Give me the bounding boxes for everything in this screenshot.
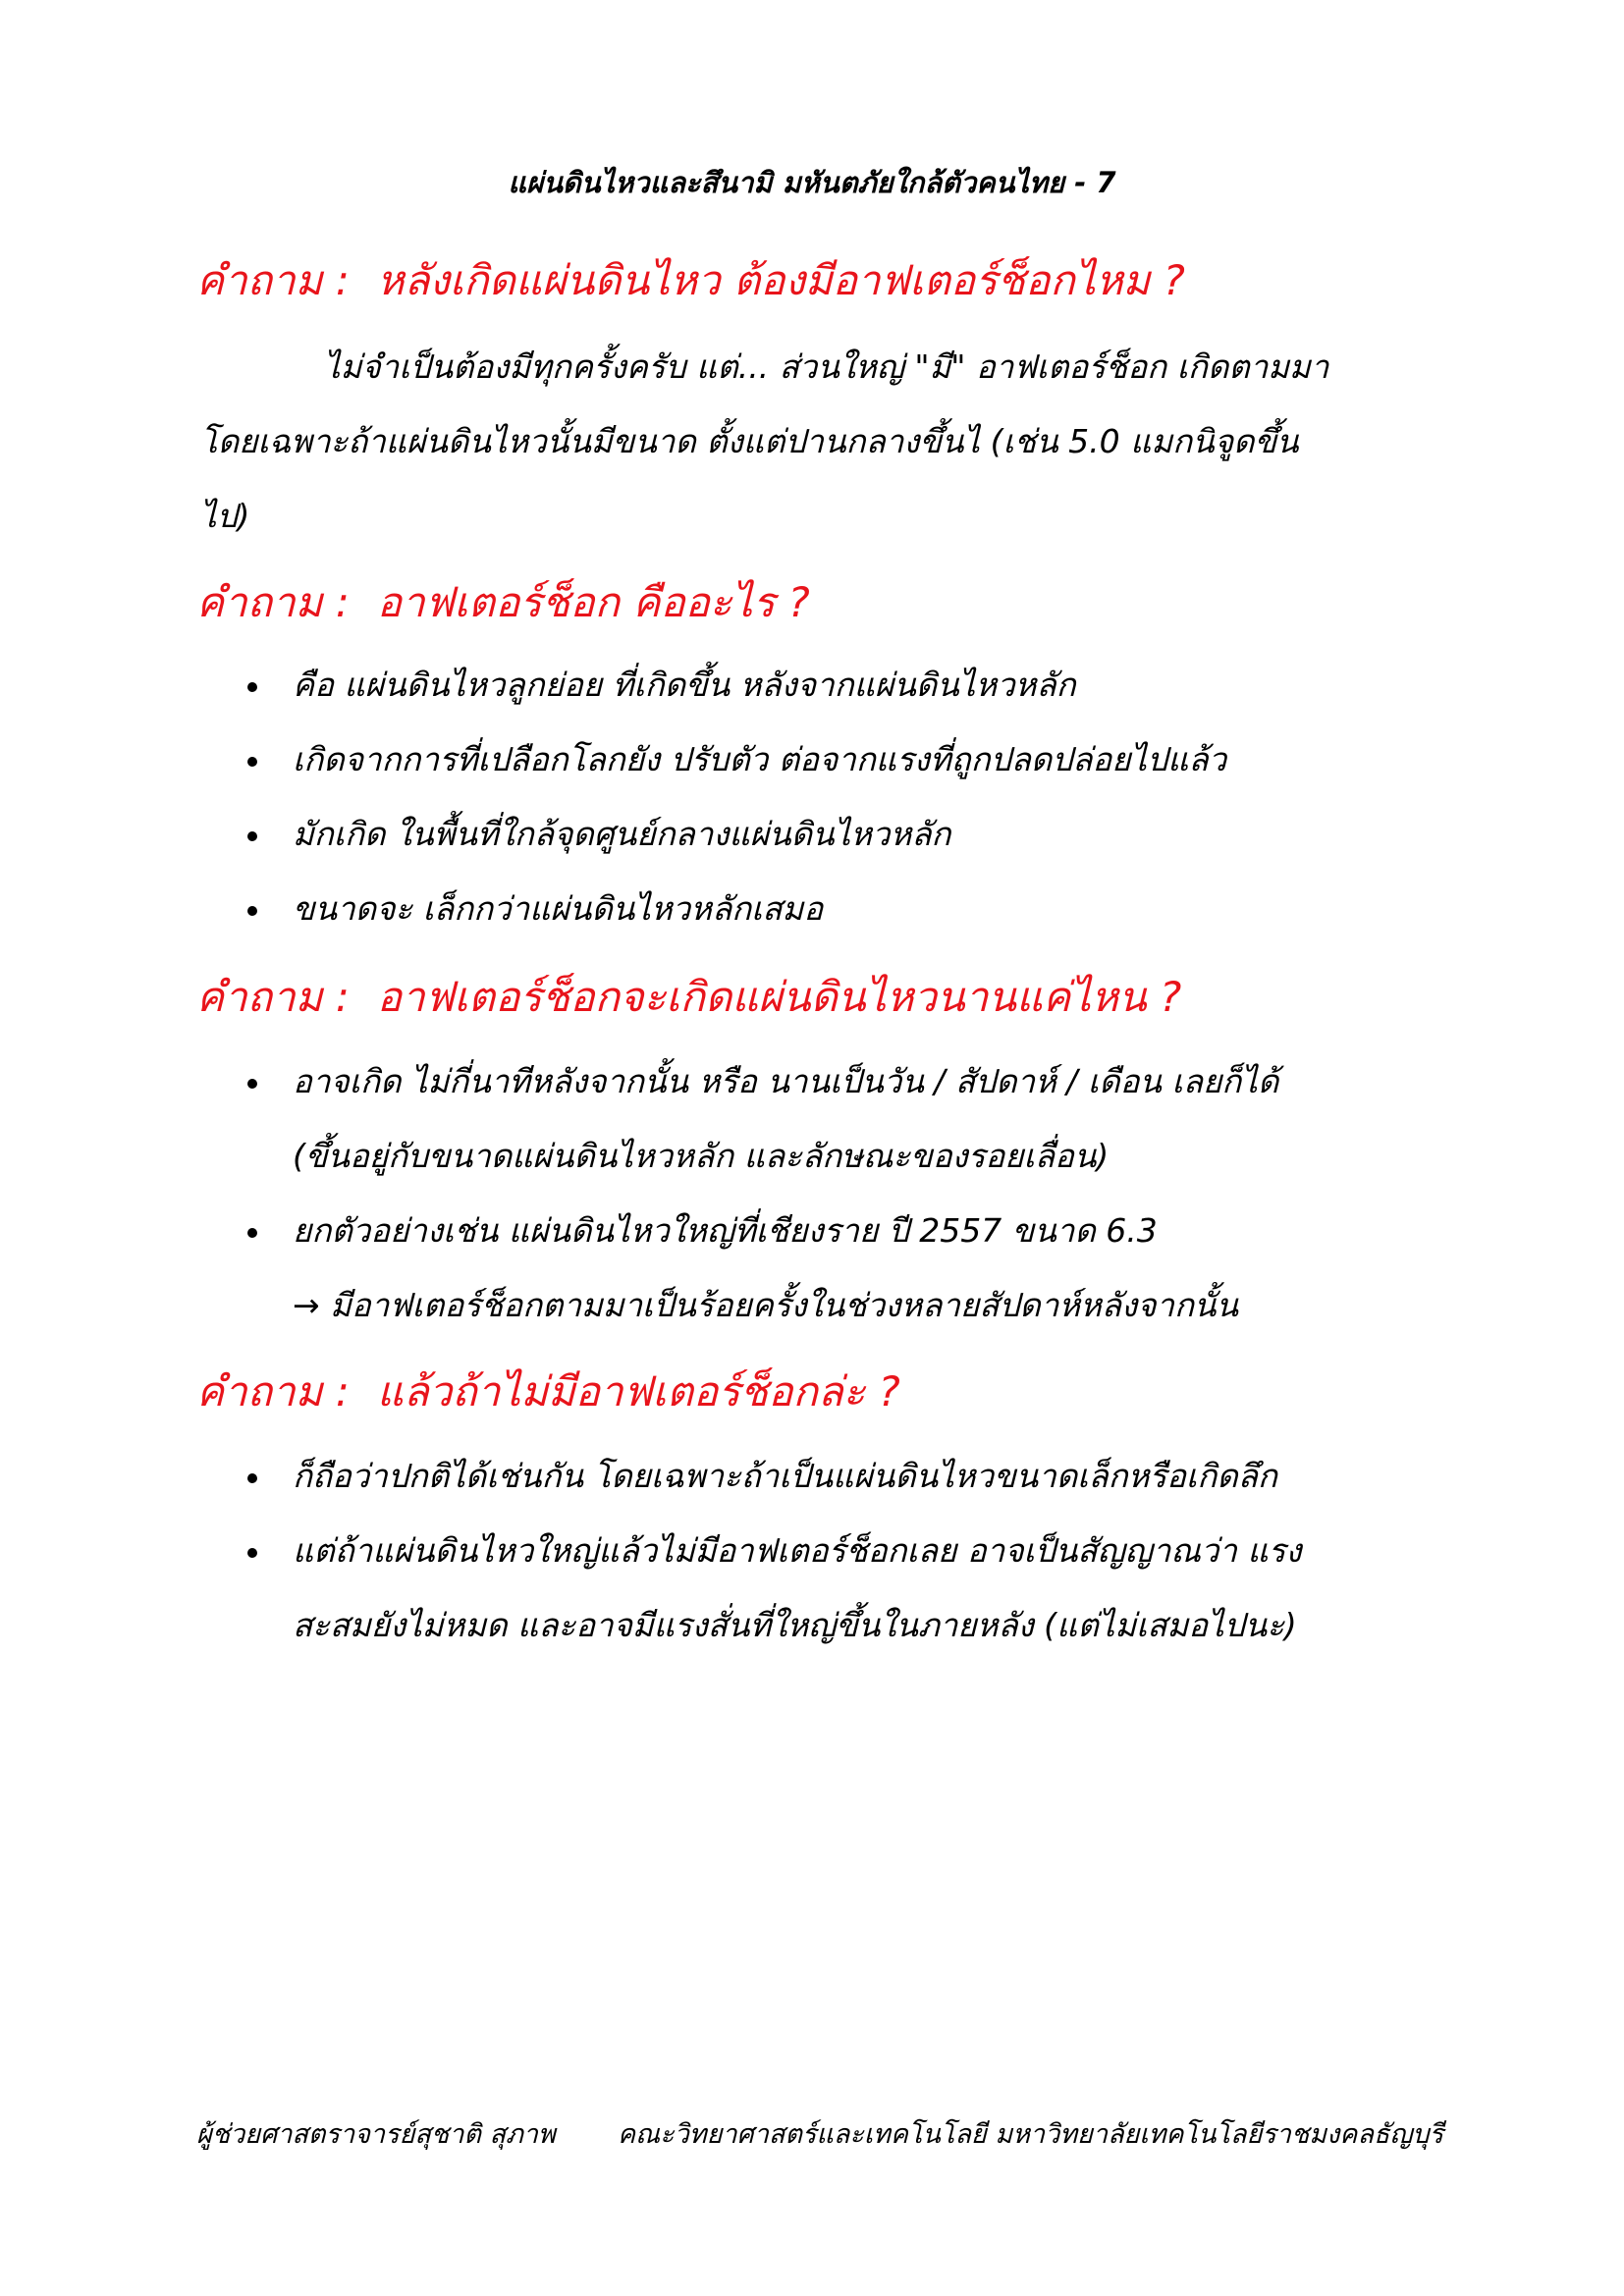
bullet-icon — [247, 1473, 257, 1483]
bullet-icon — [247, 1228, 257, 1238]
question-label: คำถาม : — [196, 973, 350, 1021]
question-text: อาฟเตอร์ช็อกจะเกิดแผ่นดินไหวนานแค่ไหน ? — [376, 973, 1182, 1021]
list-item: แต่ถ้าแผ่นดินไหวใหญ่แล้วไม่มีอาฟเตอร์ช็อกเลย อาจเป็นสัญญาณว่า แรง สะสมยังไม่หมด และอาจมีแรงสั่นที่ใหญ่ขึ้นในภายหลัง (แต่ไม่เสมอไปนะ) — [245, 1514, 1473, 1663]
question-text: แล้วถ้าไม่มีอาฟเตอร์ช็อกล่ะ ? — [376, 1367, 900, 1415]
bullet-icon — [247, 1079, 257, 1089]
question-heading-1 — [196, 253, 1473, 308]
paragraph-line: ไป) — [200, 497, 250, 535]
bullet-icon — [247, 682, 257, 692]
bullet-icon — [247, 757, 257, 767]
question-heading-3 — [196, 970, 1473, 1025]
list-item: อาจเกิด ไม่กี่นาทีหลังจากนั้น หรือ นานเป็นวัน / สัปดาห์ / เดือน เลยก็ได้ (ขึ้นอยู่กับขนาดแผ่นดินไหวหลัก และลักษณะของรอยเลื่อน) — [245, 1044, 1473, 1194]
answer-paragraph-1 — [200, 330, 1457, 554]
question-text: อาฟเตอร์ช็อก คืออะไร ? — [376, 578, 810, 626]
bullet-icon — [247, 1548, 257, 1558]
list-item: มักเกิด ในพื้นที่ใกล้จุดศูนย์กลางแผ่นดินไหวหลัก — [245, 797, 1473, 872]
list-item: ขนาดจะ เล็กกว่าแผ่นดินไหวหลักเสมอ — [245, 872, 1473, 946]
question-heading-2 — [196, 575, 1473, 630]
bullet-list-4 — [245, 1439, 1473, 1663]
list-item: ยกตัวอย่างเช่น แผ่นดินไหวใหญ่ที่เชียงราย ปี 2557 ขนาด 6.3 → มีอาฟเตอร์ช็อกตามมาเป็นร้อยครั้งในช่วงหลายสัปดาห์หลังจากนั้น — [245, 1194, 1473, 1343]
question-label: คำถาม : — [196, 256, 350, 304]
question-text: หลังเกิดแผ่นดินไหว ต้องมีอาฟเตอร์ช็อกไหม ? — [376, 256, 1185, 304]
question-label: คำถาม : — [196, 578, 350, 626]
paragraph-line: ไม่จำเป็นต้องมีทุกครั้งครับ แต่... ส่วนใหญ่ "มี" อาฟเตอร์ช็อก เกิดตามมา — [324, 347, 1329, 386]
paragraph-line: โดยเฉพาะถ้าแผ่นดินไหวนั้นมีขนาด ตั้งแต่ปานกลางขึ้นไ (เช่น 5.0 แมกนิจูดขึ้น — [200, 422, 1299, 460]
list-item: ก็ถือว่าปกติได้เช่นกัน โดยเฉพาะถ้าเป็นแผ่นดินไหวขนาดเล็กหรือเกิดลึก — [245, 1439, 1473, 1514]
footer-affiliation: คณะวิทยาศาสตร์และเทคโนโลยี มหาวิทยาลัยเทคโนโลยีราชมงคลธัญบุรี — [618, 2119, 1443, 2150]
bullet-icon — [247, 831, 257, 841]
footer-author: ผู้ช่วยศาสตราจารย์สุชาติ สุภาพ — [196, 2119, 556, 2150]
bullet-list-3 — [245, 1044, 1473, 1343]
running-header: แผ่นดินไหวและสึนามิ มหันตภัยใกล้ตัวคนไทย - 7 — [508, 166, 1116, 199]
list-item: คือ แผ่นดินไหวลูกย่อย ที่เกิดขึ้น หลังจากแผ่นดินไหวหลัก — [245, 648, 1473, 722]
bullet-list-2 — [245, 648, 1473, 946]
question-heading-4 — [196, 1364, 1473, 1419]
list-item: เกิดจากการที่เปลือกโลกยัง ปรับตัว ต่อจากแรงที่ถูกปลดปล่อยไปแล้ว — [245, 722, 1473, 797]
question-label: คำถาม : — [196, 1367, 350, 1415]
bullet-icon — [247, 906, 257, 916]
